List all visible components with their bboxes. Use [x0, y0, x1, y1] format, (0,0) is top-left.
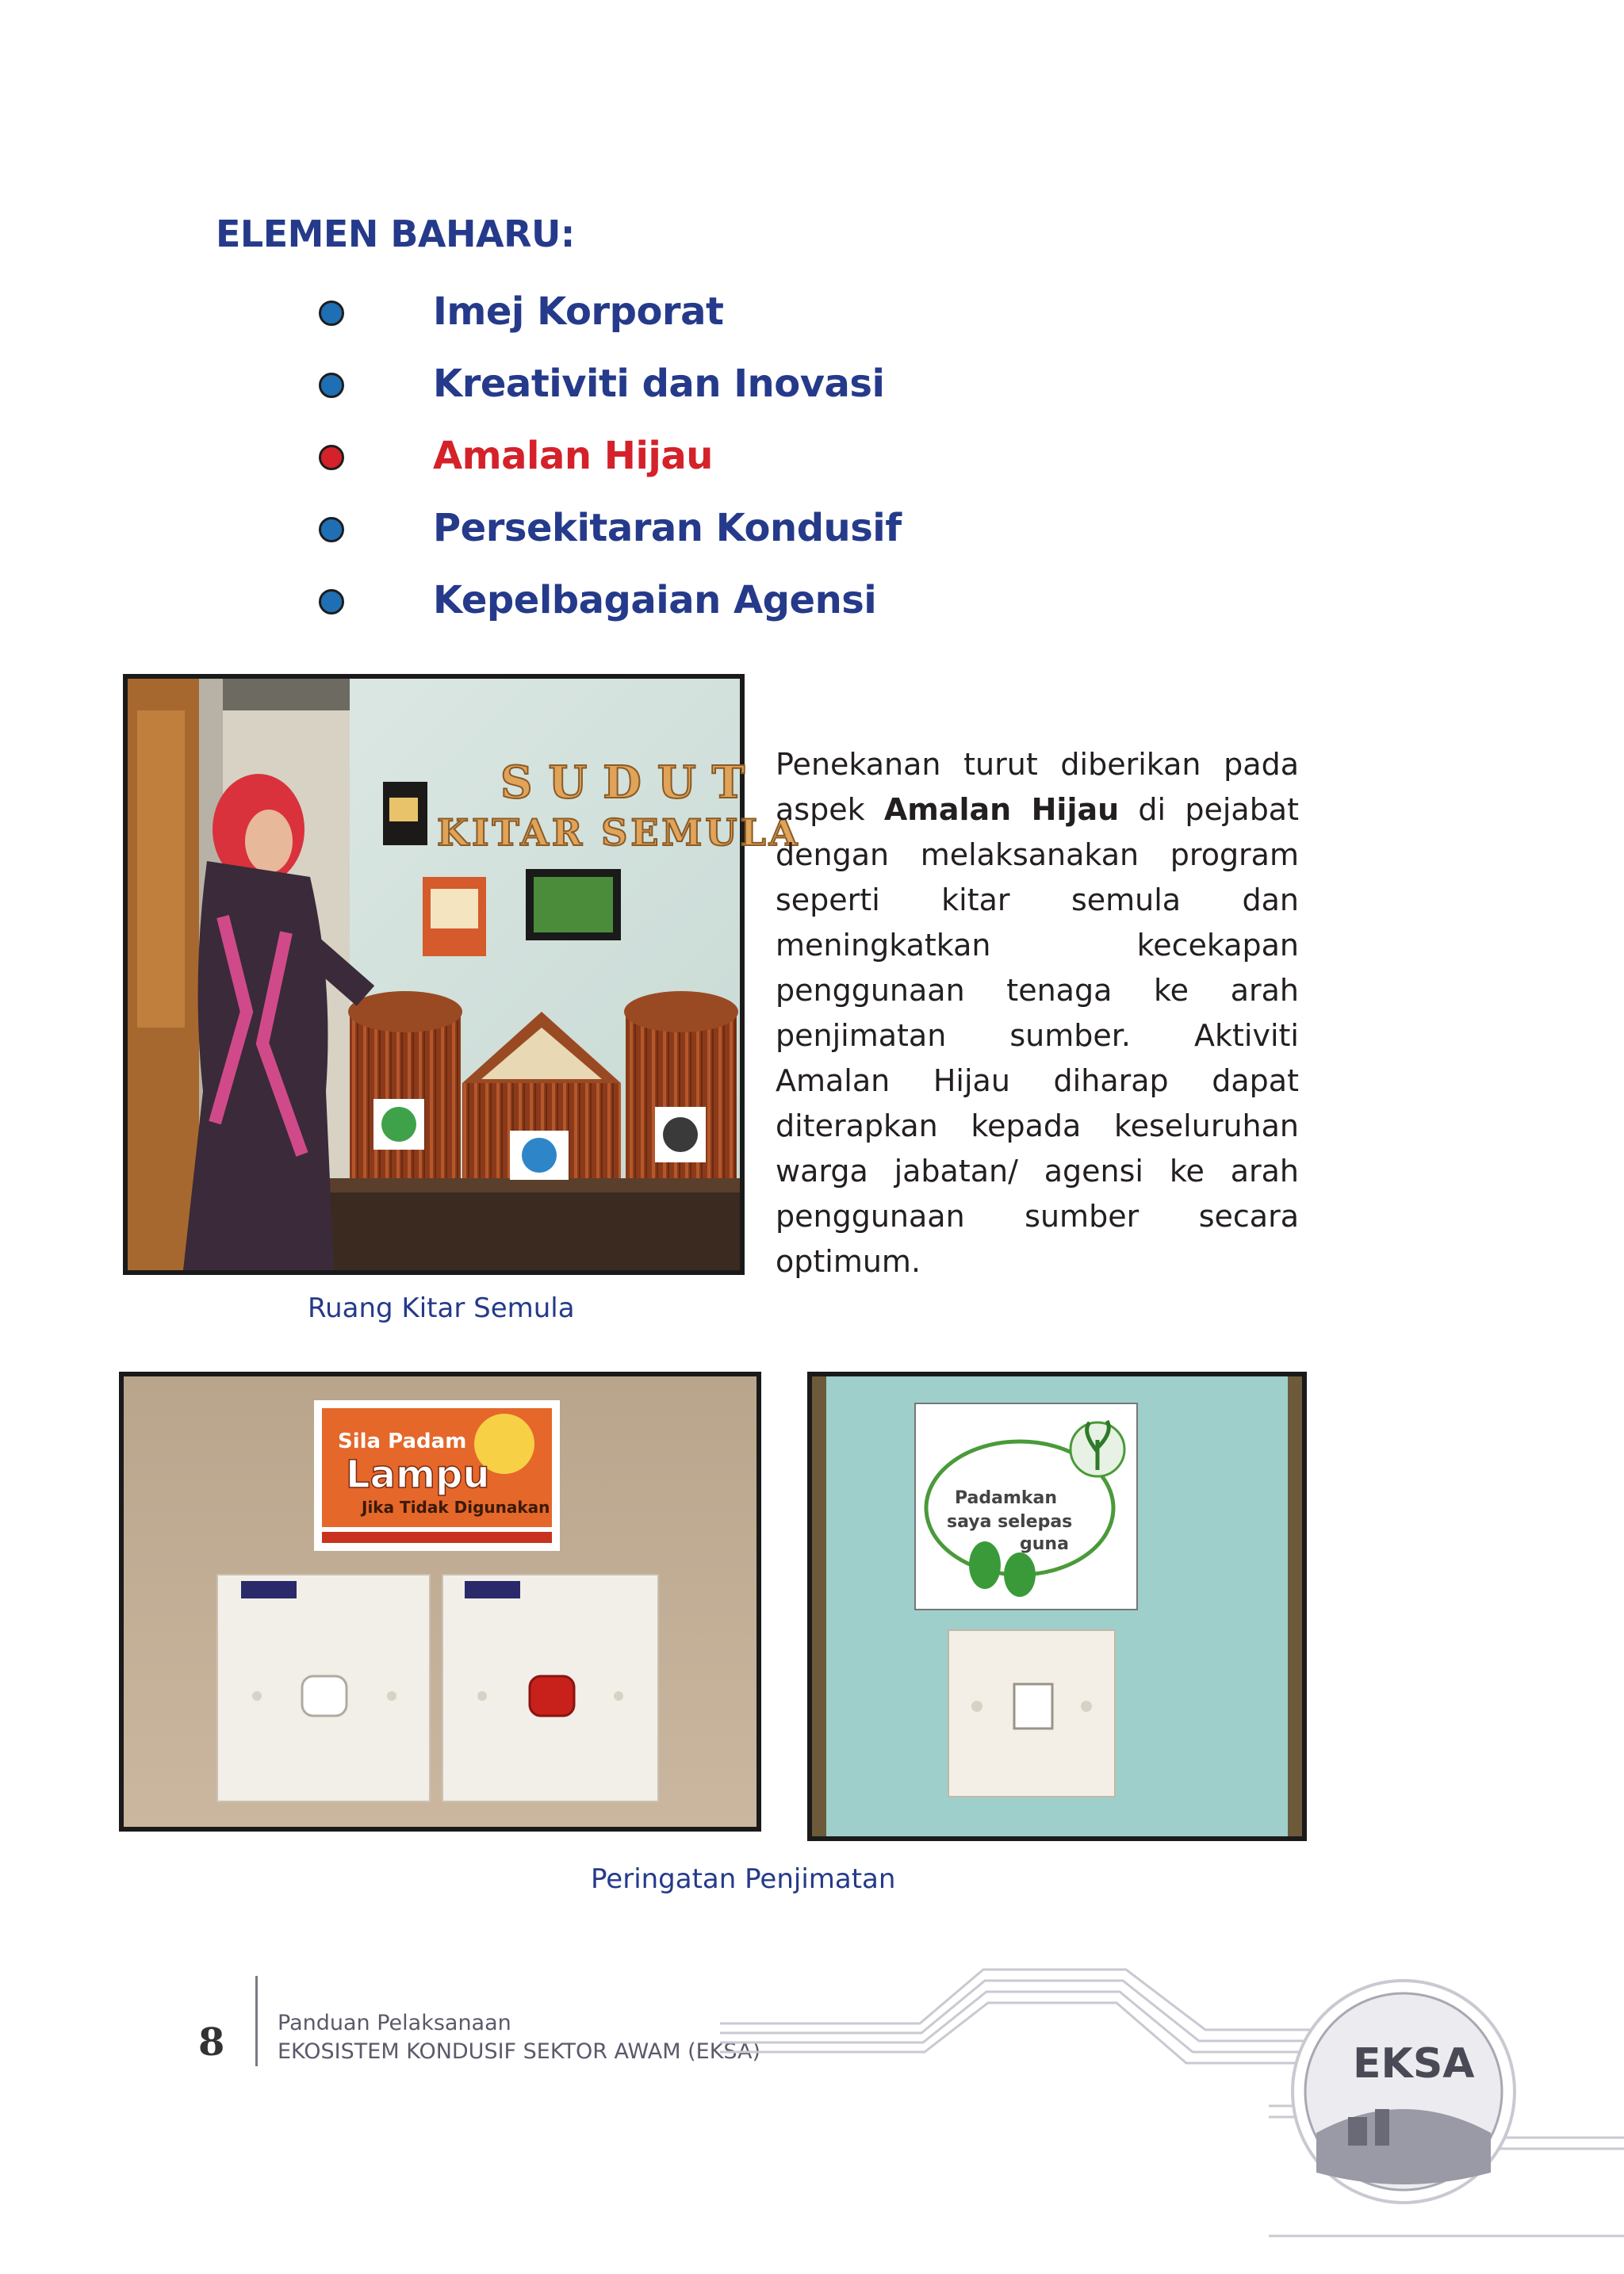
caption-recycling: Ruang Kitar Semula [308, 1292, 575, 1324]
bullet-item: Imej Korporat [433, 289, 724, 334]
bullet-item: Kepelbagaian Agensi [433, 578, 877, 622]
paragraph-bold: Amalan Hijau [883, 792, 1120, 827]
photo-recycling-corner [123, 674, 801, 1275]
sign-padamkan: Padamkan [955, 1488, 1058, 1508]
sign-lampu: Lampu [346, 1453, 490, 1497]
bullet-item: Kreativiti dan Inovasi [433, 362, 885, 406]
sign-saya-selepas: saya selepas [947, 1512, 1073, 1532]
sign-jika-tidak: Jika Tidak Digunakan [362, 1498, 550, 1517]
page-number: 8 [198, 2020, 225, 2065]
bullet-dot [319, 301, 344, 326]
bullet-dot [319, 589, 344, 614]
paragraph-text-2: di pejabat dengan melaksanakan program seperti kitar semula dan meningkatkan kecekapan penggunaan tenaga ke arah penjimatan sumber. Aktiviti Amalan Hijau diharap dapat diterapkan kepada keseluruhan warga jabatan/ agensi ke arah penggunaan sumber secara optimum. [776, 792, 1299, 1279]
sign-sila-padam: Sila Padam [338, 1430, 467, 1453]
sign-kitar-semula: KITAR SEMULA [437, 811, 801, 854]
photo-light-switches [119, 1372, 761, 1832]
sign-sudut: SUDUT [500, 756, 761, 809]
section-heading: ELEMEN BAHARU: [216, 212, 575, 255]
sign-guna: guna [1020, 1534, 1069, 1554]
eksa-logo [1293, 1981, 1515, 2203]
bullet-dot [319, 517, 344, 542]
photo-switch-reminder [807, 1372, 1307, 1841]
footer-divider [255, 1976, 258, 2066]
bullet-dot [319, 373, 344, 398]
caption-savings: Peringatan Penjimatan [591, 1863, 896, 1895]
eksa-logo-text: EKSA [1353, 2040, 1475, 2088]
bullet-item: Persekitaran Kondusif [433, 506, 902, 550]
footer-subtitle: EKOSISTEM KONDUSIF SEKTOR AWAM (EKSA) [278, 2039, 761, 2064]
bullet-dot [319, 445, 344, 470]
paragraph-text-1: Penekanan turut diberikan pada aspek [776, 747, 1299, 827]
body-paragraph [776, 742, 1299, 1284]
footer-decoration [714, 1935, 1624, 2274]
bullet-item: Amalan Hijau [433, 434, 713, 478]
footer-title: Panduan Pelaksanaan [278, 2011, 511, 2035]
